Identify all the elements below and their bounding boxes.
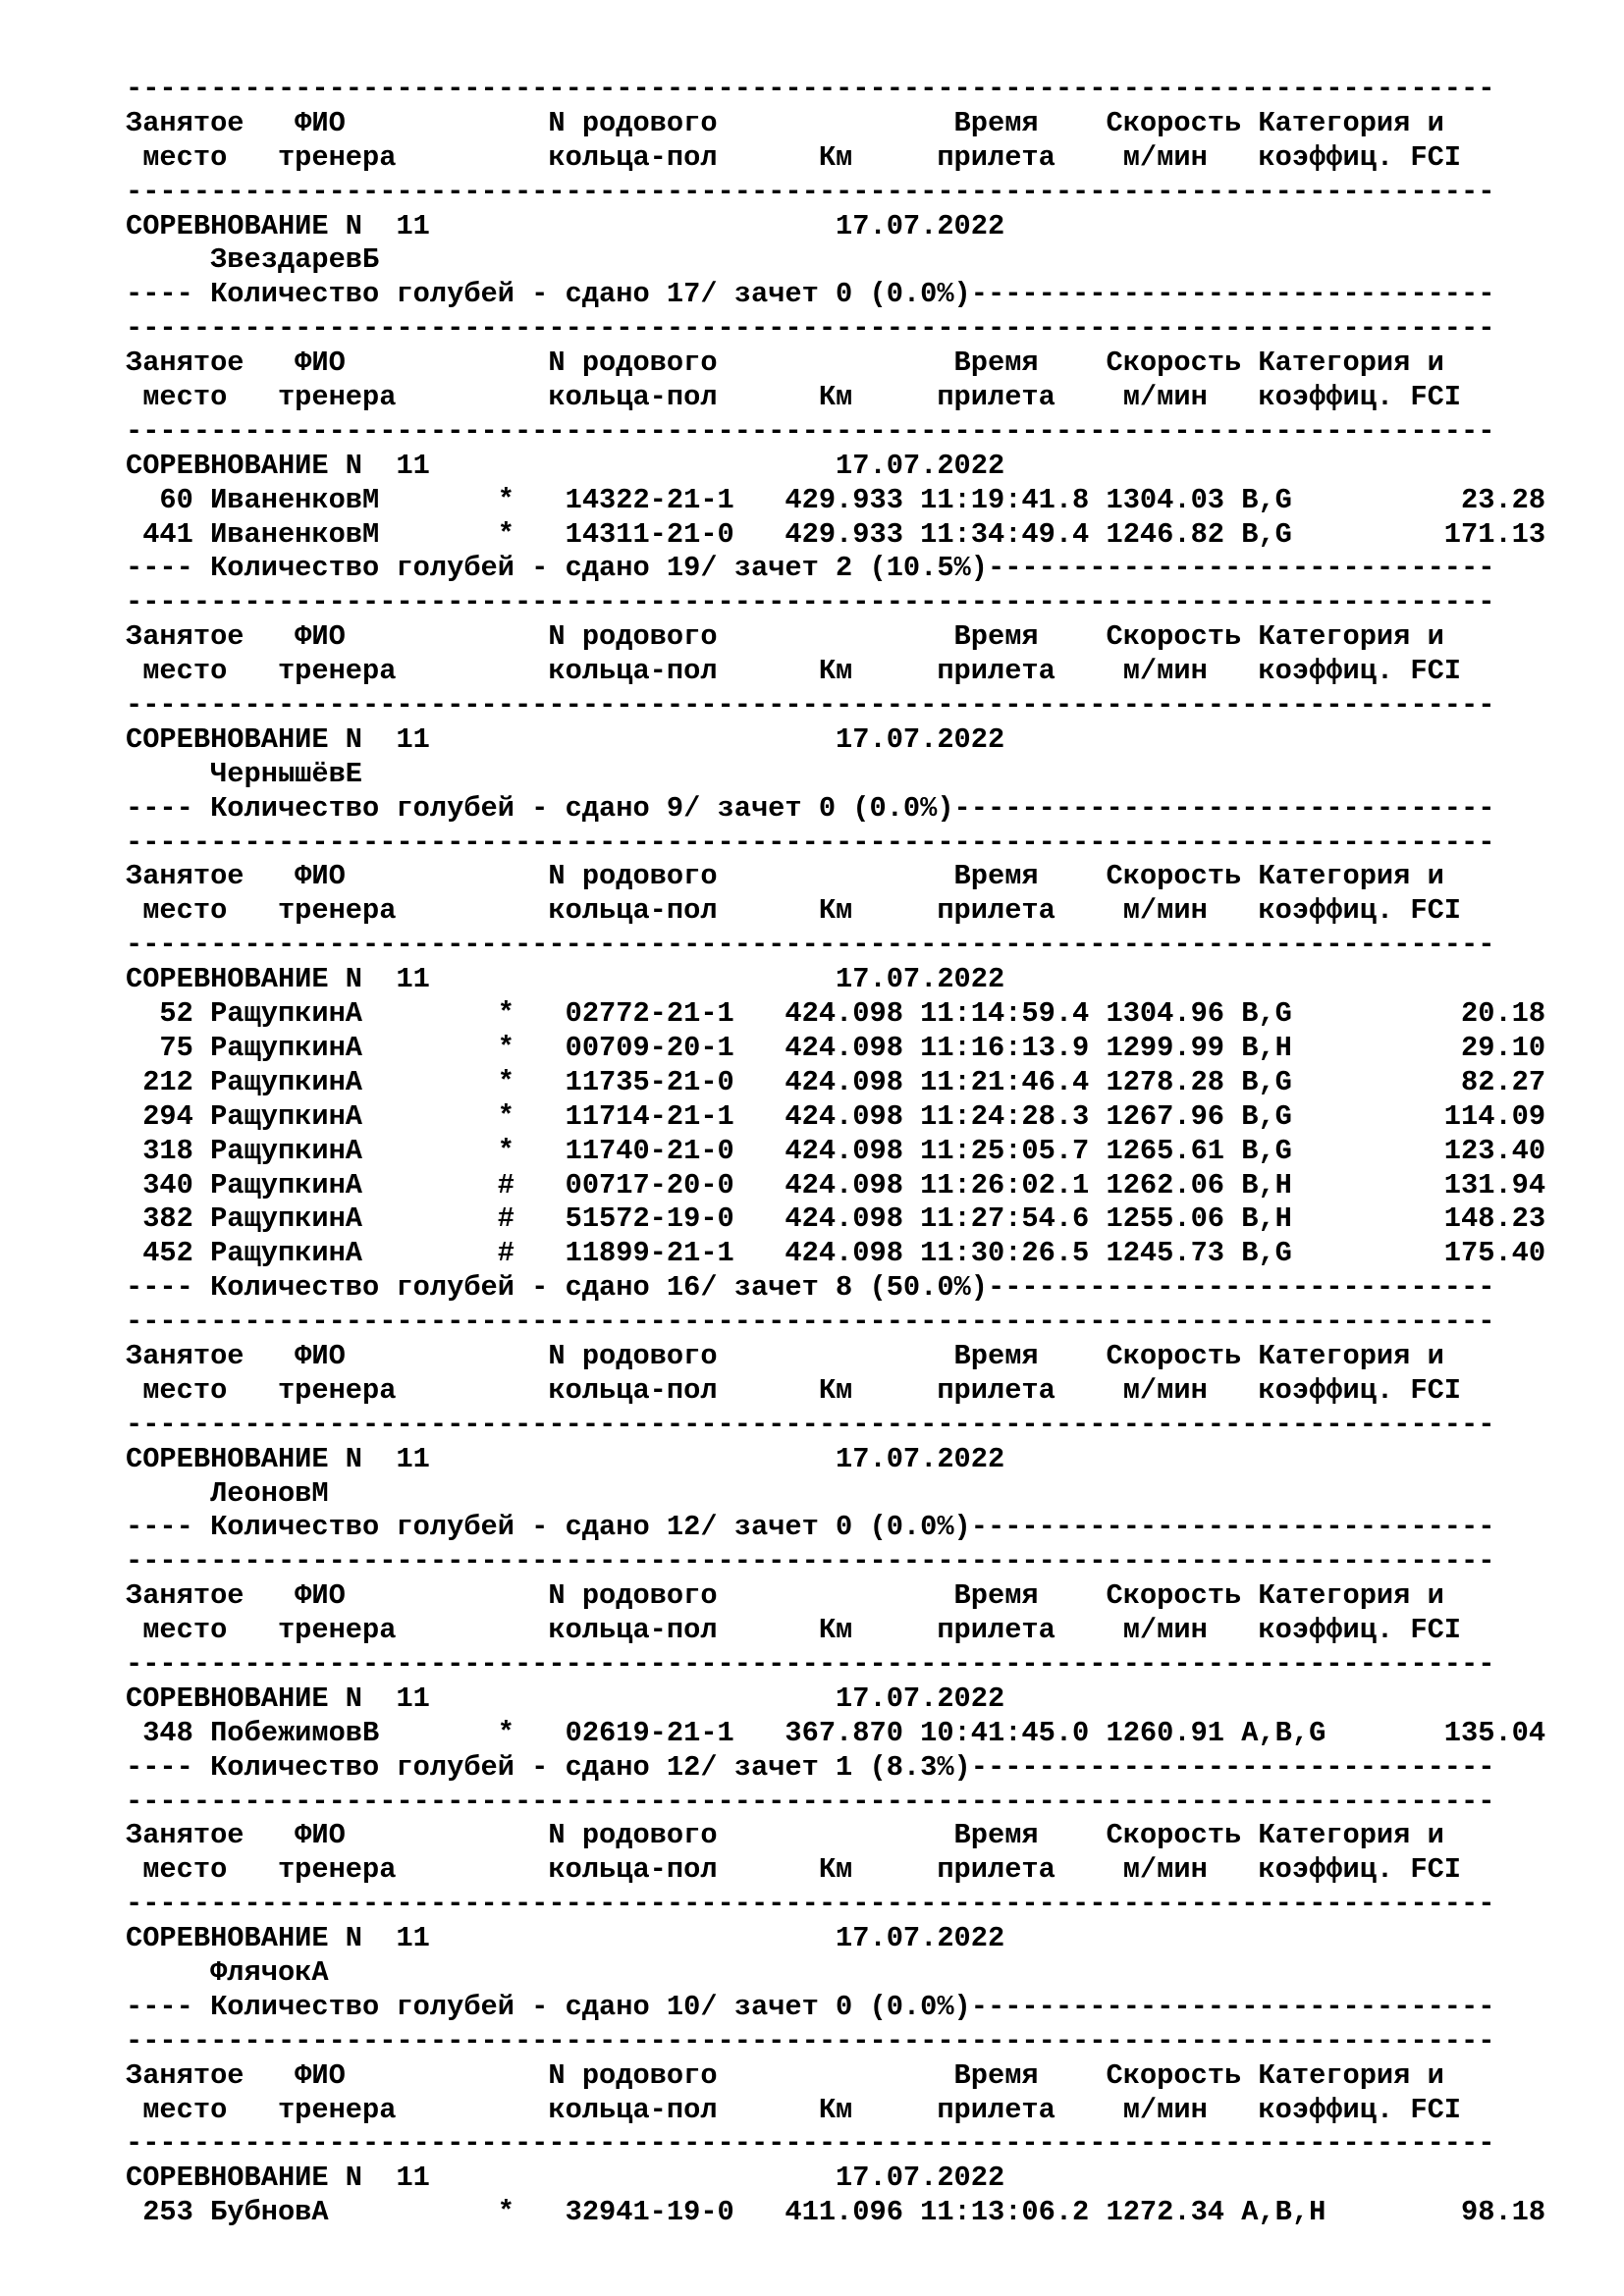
trainer-name-line: ФлячокА — [126, 1955, 329, 1989]
column-header-line-1: Занятое ФИО N родового Время Скорость Категория и — [126, 347, 1444, 380]
column-header-line-2: место тренера кольца-пол Км прилета м/мин коэффиц. FCI — [126, 1853, 1462, 1887]
column-header-line-1: Занятое ФИО N родового Время Скорость Категория и — [126, 1339, 1444, 1372]
column-header-line-1: Занятое ФИО N родового Время Скорость Категория и — [126, 106, 1444, 139]
separator-line: --------------------------------------------------------------------------------- — [126, 1785, 1495, 1818]
separator-line: --------------------------------------------------------------------------------- — [126, 929, 1495, 962]
summary-line: ---- Количество голубей - сдано 12/ зачет 0 (0.0%)------------------------------- — [126, 1511, 1495, 1544]
competition-line: СОРЕВНОВАНИЕ N 11 17.07.2022 — [126, 1442, 1005, 1475]
summary-line: ---- Количество голубей - сдано 12/ зачет 1 (8.3%)------------------------------- — [126, 1750, 1495, 1784]
separator-line: --------------------------------------------------------------------------------- — [126, 826, 1495, 859]
result-row: 382 РащупкинА # 51572-19-0 424.098 11:27:54.6 1255.06 B,H 148.23 — [126, 1202, 1546, 1236]
column-header-line-1: Занятое ФИО N родового Время Скорость Категория и — [126, 1819, 1444, 1852]
result-row: 348 ПобежимовВ * 02619-21-1 367.870 10:41:45.0 1260.91 A,B,G 135.04 — [126, 1716, 1546, 1749]
column-header-line-2: место тренера кольца-пол Км прилета м/мин коэффиц. FCI — [126, 381, 1462, 414]
column-header-line-2: место тренера кольца-пол Км прилета м/мин коэффиц. FCI — [126, 1373, 1462, 1407]
competition-line: СОРЕВНОВАНИЕ N 11 17.07.2022 — [126, 1682, 1005, 1715]
trainer-name-line: ЛеоновМ — [126, 1476, 329, 1510]
column-header-line-2: место тренера кольца-пол Км прилета м/мин коэффиц. FCI — [126, 2093, 1462, 2126]
separator-line: --------------------------------------------------------------------------------- — [126, 312, 1495, 346]
competition-line: СОРЕВНОВАНИЕ N 11 17.07.2022 — [126, 209, 1005, 242]
separator-line: --------------------------------------------------------------------------------- — [126, 1408, 1495, 1441]
column-header-line-1: Занятое ФИО N родового Время Скорость Категория и — [126, 1579, 1444, 1613]
summary-line: ---- Количество голубей - сдано 19/ зачет 2 (10.5%)------------------------------ — [126, 552, 1495, 585]
result-row: 452 РащупкинА # 11899-21-1 424.098 11:30:26.5 1245.73 B,G 175.40 — [126, 1237, 1546, 1270]
trainer-name-line: ЗвездаревБ — [126, 243, 380, 277]
separator-line: --------------------------------------------------------------------------------- — [126, 689, 1495, 722]
separator-line: --------------------------------------------------------------------------------- — [126, 2024, 1495, 2057]
result-row: 294 РащупкинА * 11714-21-1 424.098 11:24:28.3 1267.96 B,G 114.09 — [126, 1099, 1546, 1133]
column-header-line-2: место тренера кольца-пол Км прилета м/мин коэффиц. FCI — [126, 894, 1462, 928]
competition-line: СОРЕВНОВАНИЕ N 11 17.07.2022 — [126, 1922, 1005, 1955]
result-row: 318 РащупкинА * 11740-21-0 424.098 11:25:05.7 1265.61 B,G 123.40 — [126, 1134, 1546, 1167]
column-header-line-2: место тренера кольца-пол Км прилета м/мин коэффиц. FCI — [126, 140, 1462, 174]
result-row: 75 РащупкинА * 00709-20-1 424.098 11:16:13.9 1299.99 B,H 29.10 — [126, 1031, 1546, 1064]
results-document — [126, 73, 1598, 2230]
column-header-line-2: место тренера кольца-пол Км прилета м/мин коэффиц. FCI — [126, 1614, 1462, 1647]
result-row: 212 РащупкинА * 11735-21-0 424.098 11:21:46.4 1278.28 B,G 82.27 — [126, 1065, 1546, 1098]
column-header-line-1: Занятое ФИО N родового Время Скорость Категория и — [126, 860, 1444, 893]
result-row: 60 ИваненковМ * 14322-21-1 429.933 11:19:41.8 1304.03 B,G 23.28 — [126, 483, 1546, 516]
separator-line: --------------------------------------------------------------------------------- — [126, 1888, 1495, 1921]
separator-line: --------------------------------------------------------------------------------- — [126, 73, 1495, 105]
result-row: 441 ИваненковМ * 14311-21-0 429.933 11:34:49.4 1246.82 B,G 171.13 — [126, 517, 1546, 551]
result-row: 340 РащупкинА # 00717-20-0 424.098 11:26:02.1 1262.06 B,H 131.94 — [126, 1168, 1546, 1201]
separator-line: --------------------------------------------------------------------------------- — [126, 1306, 1495, 1339]
summary-line: ---- Количество голубей - сдано 16/ зачет 8 (50.0%)------------------------------ — [126, 1271, 1495, 1305]
separator-line: --------------------------------------------------------------------------------- — [126, 586, 1495, 619]
separator-line: --------------------------------------------------------------------------------- — [126, 414, 1495, 448]
competition-line: СОРЕВНОВАНИЕ N 11 17.07.2022 — [126, 2162, 1005, 2195]
result-row: 253 БубновА * 32941-19-0 411.096 11:13:06.2 1272.34 A,B,H 98.18 — [126, 2196, 1546, 2229]
separator-line: --------------------------------------------------------------------------------- — [126, 1647, 1495, 1681]
column-header-line-1: Занятое ФИО N родового Время Скорость Категория и — [126, 2058, 1444, 2092]
trainer-name-line: ЧернышёвЕ — [126, 757, 363, 790]
summary-line: ---- Количество голубей - сдано 9/ зачет 0 (0.0%)-------------------------------- — [126, 791, 1495, 825]
competition-line: СОРЕВНОВАНИЕ N 11 17.07.2022 — [126, 449, 1005, 482]
summary-line: ---- Количество голубей - сдано 17/ зачет 0 (0.0%)------------------------------- — [126, 278, 1495, 311]
result-row: 52 РащупкинА * 02772-21-1 424.098 11:14:59.4 1304.96 B,G 20.18 — [126, 997, 1546, 1031]
competition-line: СОРЕВНОВАНИЕ N 11 17.07.2022 — [126, 963, 1005, 996]
separator-line: --------------------------------------------------------------------------------- — [126, 175, 1495, 208]
competition-line: СОРЕВНОВАНИЕ N 11 17.07.2022 — [126, 722, 1005, 756]
separator-line: --------------------------------------------------------------------------------- — [126, 1545, 1495, 1578]
column-header-line-1: Занятое ФИО N родового Время Скорость Категория и — [126, 620, 1444, 654]
separator-line: --------------------------------------------------------------------------------- — [126, 2127, 1495, 2161]
summary-line: ---- Количество голубей - сдано 10/ зачет 0 (0.0%)------------------------------- — [126, 1990, 1495, 2023]
column-header-line-2: место тренера кольца-пол Км прилета м/мин коэффиц. FCI — [126, 655, 1462, 688]
